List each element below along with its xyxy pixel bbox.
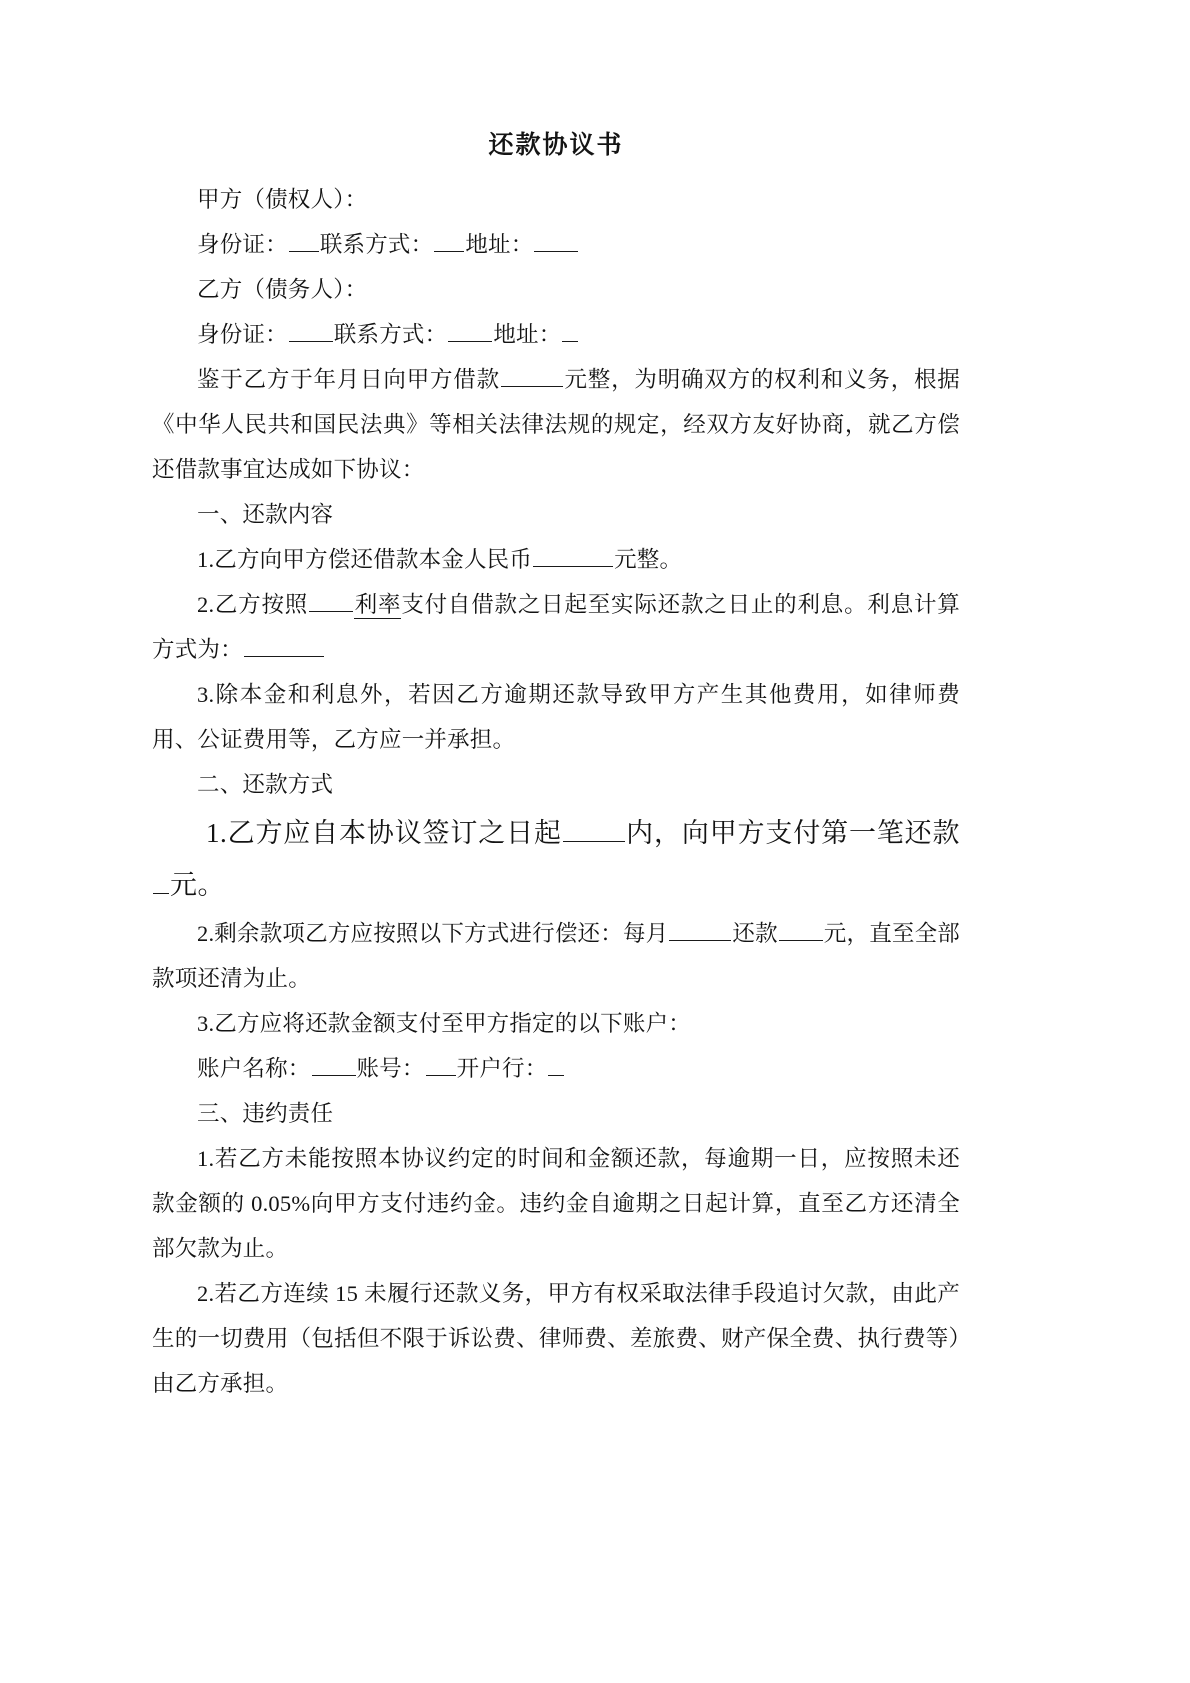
preamble-text-part1: 鉴于乙方于年月日向甲方借款 bbox=[197, 367, 500, 392]
first-payment-amount-blank[interactable] bbox=[153, 866, 169, 894]
item-text-part1: 除本金和利息外，若因乙方逾期还款导致甲方产生其他费用，如律师费用、公证费用等，乙方应一并承担。 bbox=[152, 682, 960, 752]
item-number: 3. bbox=[197, 682, 215, 707]
monthly-date-blank[interactable] bbox=[669, 918, 731, 942]
item-number: 1. bbox=[206, 818, 228, 848]
account-name-blank[interactable] bbox=[312, 1053, 356, 1077]
item-text-part1: 乙方应自本协议签订之日起 bbox=[227, 818, 562, 848]
party-a-id-blank[interactable] bbox=[289, 229, 319, 253]
party-a-id-label: 身份证： bbox=[197, 232, 288, 257]
section-3-item-1 bbox=[152, 1136, 960, 1271]
party-b-id-blank[interactable] bbox=[289, 319, 333, 343]
party-b-id-label: 身份证： bbox=[197, 322, 288, 347]
principal-amount-blank[interactable] bbox=[533, 544, 613, 568]
document-body bbox=[152, 128, 960, 1406]
section-heading-2: 二、还款方式 bbox=[197, 772, 334, 797]
item-text-part2: 内，向甲方支付第一笔还款 bbox=[625, 818, 961, 848]
account-name-label: 账户名称： bbox=[197, 1056, 311, 1081]
item-number: 2. bbox=[197, 921, 215, 946]
party-b-label-line bbox=[152, 267, 960, 312]
monthly-amount-blank[interactable] bbox=[779, 918, 823, 942]
section-3-item-2 bbox=[152, 1271, 960, 1406]
party-a-label-line bbox=[152, 177, 960, 222]
party-a-label: 甲方（债权人）： bbox=[197, 187, 368, 212]
account-bank-label: 开户行： bbox=[456, 1056, 548, 1081]
party-a-address-label: 地址： bbox=[465, 232, 534, 257]
item-text-part1: 乙方按照 bbox=[214, 592, 309, 617]
section-2-item-2 bbox=[152, 911, 960, 1001]
item-text-part2: 还款 bbox=[732, 921, 778, 946]
party-a-id-line bbox=[152, 222, 960, 267]
item-text-part3: 元，直至全部款项还清为止。 bbox=[152, 921, 961, 991]
party-b-contact-label: 联系方式： bbox=[333, 322, 448, 347]
account-info-line bbox=[152, 1046, 960, 1091]
party-a-address-blank[interactable] bbox=[534, 229, 578, 253]
preamble-paragraph bbox=[152, 357, 960, 492]
party-a-contact-blank[interactable] bbox=[434, 229, 464, 253]
party-b-id-line bbox=[152, 312, 960, 357]
account-bank-blank[interactable] bbox=[548, 1053, 564, 1077]
item-number: 2. bbox=[197, 1281, 215, 1306]
item-text-part1: 若乙方连续 15 未履行还款义务，甲方有权采取法律手段追讨欠款，由此产生的一切费用（包括但不限于诉讼费、律师费、差旅费、财产保全费、执行费等）由乙方承担。 bbox=[152, 1281, 960, 1396]
party-b-address-blank[interactable] bbox=[562, 319, 578, 343]
interest-rate-underlined-text: 利率 bbox=[354, 592, 402, 617]
preamble-text-part2: 元整，为明确双方的权利和义务，根据《中华人民共和国民法典》等相关法律法规的规定，经双方友好协商，就乙方偿还借款事宜达成如下协议： bbox=[152, 367, 960, 482]
item-number: 1. bbox=[197, 547, 215, 572]
section-1-item-2 bbox=[152, 582, 960, 672]
loan-amount-blank[interactable] bbox=[501, 364, 563, 388]
party-b-address-label: 地址： bbox=[493, 322, 562, 347]
interest-method-blank[interactable] bbox=[244, 634, 324, 658]
item-number: 1. bbox=[197, 1146, 215, 1171]
section-heading-3: 三、违约责任 bbox=[197, 1101, 334, 1126]
first-payment-term-blank[interactable] bbox=[563, 814, 625, 842]
interest-rate-blank[interactable] bbox=[309, 589, 353, 613]
section-1-item-1 bbox=[152, 537, 960, 582]
section-2-item-1 bbox=[152, 807, 960, 911]
section-1-item-3 bbox=[152, 672, 960, 762]
party-a-contact-label: 联系方式： bbox=[319, 232, 434, 257]
section-heading-1: 一、还款内容 bbox=[197, 502, 334, 527]
party-b-label: 乙方（债务人）： bbox=[197, 277, 368, 302]
page-title: 还款协议书 bbox=[488, 132, 624, 159]
item-text-part2: 元整。 bbox=[614, 547, 683, 572]
section-2-item-3 bbox=[152, 1001, 960, 1046]
item-text-part3: 元。 bbox=[170, 870, 225, 900]
account-number-label: 账号： bbox=[356, 1056, 425, 1081]
item-text-part1: 乙方向甲方偿还借款本金人民币 bbox=[214, 547, 533, 572]
party-b-contact-blank[interactable] bbox=[448, 319, 492, 343]
item-text-part1: 乙方应将还款金额支付至甲方指定的以下账户： bbox=[214, 1011, 691, 1036]
item-number: 3. bbox=[197, 1011, 215, 1036]
item-text-part1: 剩余款项乙方应按照以下方式进行偿还：每月 bbox=[214, 921, 669, 946]
account-number-blank[interactable] bbox=[426, 1053, 456, 1077]
item-text-part2: 支付自借款之日起至实际还款之日止的利息。利息计算方式为： bbox=[152, 592, 960, 662]
item-number: 2. bbox=[197, 592, 215, 617]
item-text-part1: 若乙方未能按照本协议约定的时间和金额还款，每逾期一日，应按照未还款金额的 0.05%向甲方支付违约金。违约金自逾期之日起计算，直至乙方还清全部欠款为止。 bbox=[152, 1146, 960, 1261]
